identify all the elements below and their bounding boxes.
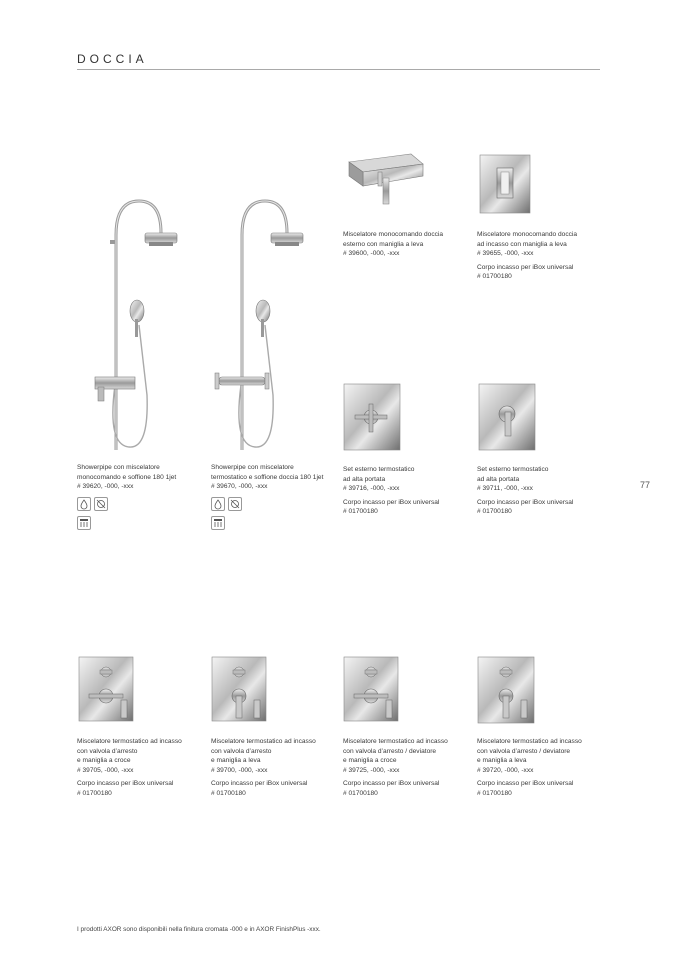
product-card	[477, 150, 605, 282]
product-card	[477, 656, 605, 799]
shower-head-icon	[77, 516, 91, 530]
page-number: 77	[640, 480, 651, 490]
product-extra: Corpo incasso per iBox universal # 01700180	[343, 498, 440, 516]
product-caption: Miscelatore monocomando doccia esterno con maniglia a leva # 39600, -000, -xxx	[343, 231, 444, 258]
product-image	[477, 150, 605, 230]
product-caption: Miscelatore termostatico ad incasso con valvola d’arresto / deviatore e maniglia a croce # 39725, -000, -xxx	[343, 738, 448, 774]
product-card	[343, 382, 471, 517]
product-card	[211, 656, 339, 799]
footer-note: I prodotti AXOR sono disponibili nella finitura cromata -000 e in AXOR FinishPlus -xxx.	[77, 926, 321, 933]
product-extra: Corpo incasso per iBox universal # 01700180	[477, 498, 574, 516]
product-card	[211, 195, 339, 530]
product-image	[211, 656, 339, 737]
product-caption: Showerpipe con miscelatore monocomando e soffione 180 1jet # 39620, -000, -xxx	[77, 464, 177, 491]
feature-icons	[211, 497, 339, 511]
product-card	[77, 195, 205, 530]
product-image	[211, 195, 339, 463]
product-extra: Corpo incasso per iBox universal # 01700180	[477, 263, 574, 281]
feature-icons	[211, 516, 339, 530]
product-caption: Miscelatore termostatico ad incasso con valvola d’arresto e maniglia a leva # 39700, -000, -xxx	[211, 738, 316, 774]
product-image	[343, 150, 471, 230]
spray-mode-icon	[94, 497, 108, 511]
page-title: DOCCIA	[77, 52, 148, 66]
product-caption: Set esterno termostatico ad alta portata # 39711, -000, -xxx	[477, 466, 549, 493]
product-caption: Miscelatore monocomando doccia ad incasso con maniglia a leva # 39655, -000, -xxx	[477, 231, 578, 258]
product-caption: Miscelatore termostatico ad incasso con valvola d’arresto / deviatore e maniglia a leva # 39720, -000, -xxx	[477, 738, 582, 774]
product-card	[343, 150, 471, 259]
product-image	[343, 382, 471, 465]
product-image	[477, 382, 605, 465]
product-caption: Miscelatore termostatico ad incasso con valvola d’arresto e maniglia a croce # 39705, -000, -xxx	[77, 738, 182, 774]
product-extra: Corpo incasso per iBox universal # 01700180	[211, 780, 308, 797]
product-caption: Set esterno termostatico ad alta portata # 39716, -000, -xxx	[343, 466, 415, 493]
shower-head-icon	[211, 516, 225, 530]
product-card	[343, 656, 471, 799]
header-divider	[77, 69, 600, 70]
product-image	[77, 656, 205, 737]
product-extra: Corpo incasso per iBox universal # 01700180	[343, 780, 440, 797]
product-image	[343, 656, 471, 737]
product-extra: Corpo incasso per iBox universal # 01700180	[477, 780, 574, 797]
feature-icons	[77, 497, 205, 511]
product-image	[77, 195, 205, 463]
spray-mode-icon	[228, 497, 242, 511]
water-drop-icon	[77, 497, 91, 511]
product-card	[77, 656, 205, 799]
feature-icons	[77, 516, 205, 530]
product-extra: Corpo incasso per iBox universal # 01700180	[77, 780, 174, 797]
product-card	[477, 382, 605, 517]
product-image	[477, 656, 605, 737]
product-caption: Showerpipe con miscelatore termostatico e soffione doccia 180 1jet # 39670, -000, -xxx	[211, 464, 324, 491]
water-drop-icon	[211, 497, 225, 511]
